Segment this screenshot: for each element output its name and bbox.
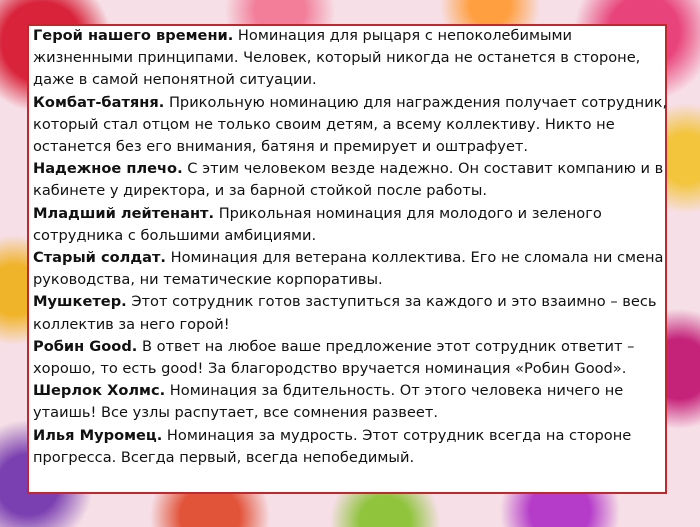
nomination-title: Мушкетер. <box>33 293 127 311</box>
nomination-title: Робин Good. <box>33 337 138 355</box>
nomination-title: Младший лейтенант. <box>33 204 215 222</box>
nomination-title: Комбат-батяня. <box>33 93 165 111</box>
nomination-title: Илья Муромец. <box>33 426 163 444</box>
nomination-entry <box>33 380 669 424</box>
nomination-text: Прикольную номинацию для награждения получает сотрудник, который стал отцом не только своим детям, а всему коллективу. Никто не останется без его внимания, батяня и премирует и оштрафует. <box>33 93 668 156</box>
nomination-text: С этим человеком везде надежно. Он составит компанию и в кабинете у директора, и за барной стойкой после работы. <box>33 160 664 200</box>
nomination-entry <box>33 336 669 380</box>
nominations-list <box>33 25 669 469</box>
nomination-title: Старый солдат. <box>33 249 166 267</box>
nomination-entry <box>33 425 669 469</box>
nomination-text: Номинация за бдительность. От этого человека ничего не утаишь! Все узлы распутает, все сомнения развеет. <box>33 382 624 422</box>
nomination-entry <box>33 92 669 159</box>
nomination-text: Номинация для ветерана коллектива. Его не сломала ни смена руководства, ни тематические корпоративы. <box>33 249 664 289</box>
nomination-text: В ответ на любое ваше предложение этот сотрудник ответит – хорошо, то есть good! За благородство вручается номинация «Робин Good». <box>33 337 635 378</box>
nomination-text: Номинация для рыцаря с непоколебимыми жизненными принципами. Человек, который никогда не останется в стороне, даже в самой непонятной ситуации. <box>33 27 641 89</box>
nomination-text: Прикольная номинация для молодого и зеленого сотрудника с большими амбициями. <box>33 204 602 244</box>
nomination-entry <box>33 158 669 202</box>
nomination-entry <box>33 203 669 247</box>
nomination-entry <box>33 291 669 335</box>
nomination-title: Надежное плечо. <box>33 160 183 178</box>
nomination-title: Шерлок Холмс. <box>33 382 166 400</box>
nomination-text: Этот сотрудник готов заступиться за каждого и это взаимно – весь коллектив за него горой! <box>33 293 657 333</box>
nomination-text: Номинация за мудрость. Этот сотрудник всегда на стороне прогресса. Всегда первый, всегда непобедимый. <box>33 426 632 466</box>
nomination-title: Герой нашего времени. <box>33 27 234 44</box>
nomination-entry <box>33 247 669 291</box>
nomination-entry <box>33 25 669 92</box>
